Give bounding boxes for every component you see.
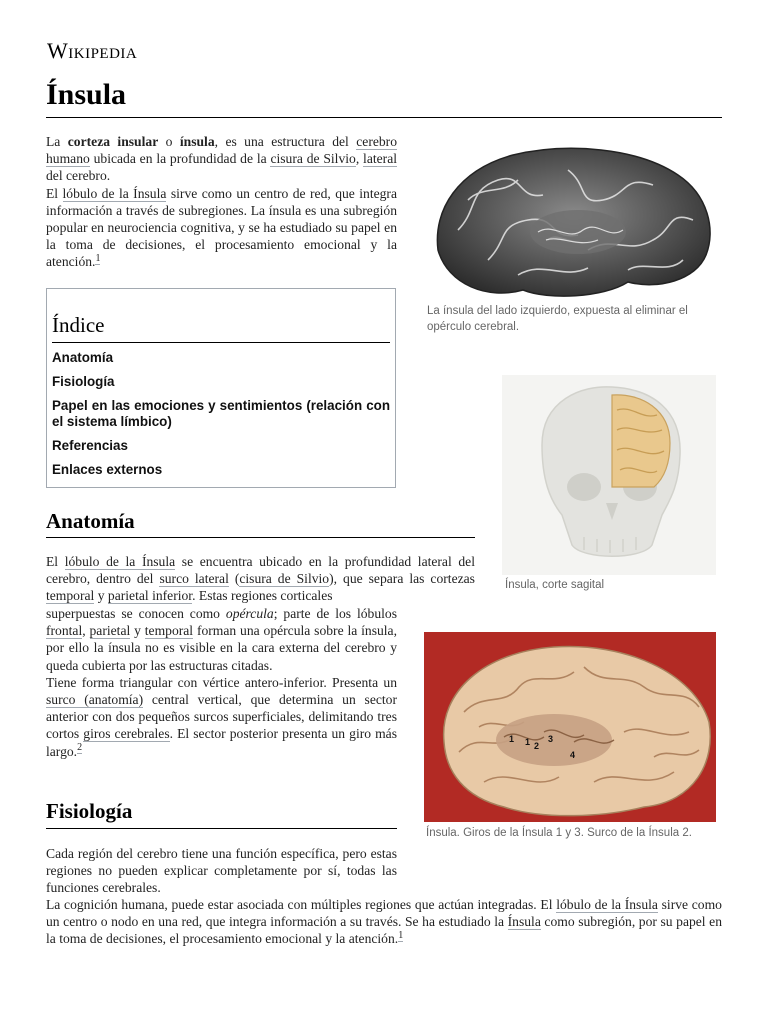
sulcus-label-2: 2 [534,741,540,751]
toc-item-referencias[interactable]: Referencias [52,438,128,453]
citation-ref[interactable]: 2 [77,742,83,754]
inline-link[interactable]: lóbulo de la Ínsula [64,554,176,569]
anatomia-text-wide: El lóbulo de la Ínsula se encuentra ubicado en la profundidad lateral del cerebro, dentro del surco lateral (cisura de Silvio), que separa las cortezas temporal y parietal inferior. Estas regiones corticales [46,554,475,604]
bold-term: corteza insular [67,134,159,149]
inline-link[interactable]: Ínsula [507,914,541,930]
inline-link[interactable]: lateral [363,151,398,167]
italic-term: opércula [225,606,274,621]
fisiologia-text-1: Cada región del cerebro tiene una función específica, pero estas regiones no pueden explicar completamente por sí, todas las funciones cerebrales. [46,846,397,896]
figure-insula-gyri [424,632,716,862]
inline-link[interactable]: lóbulo de la Ínsula [556,897,658,912]
section-heading-anatomia: Anatomía [46,509,135,533]
citation-ref[interactable]: 1 [95,252,101,264]
fisiologia-paragraph-1 [46,845,397,897]
citation-ref[interactable]: 1 [398,929,404,941]
inline-link[interactable]: frontal [46,623,83,639]
inline-link[interactable]: parietal [89,623,131,639]
figure-skull-sagittal [502,375,716,595]
gyrus-label-4: 4 [570,750,576,760]
title-divider [46,117,722,118]
wikipedia-wordmark[interactable]: Wikipedia [47,38,138,63]
anatomia-paragraph-1a [46,553,475,605]
anatomia-paragraph-1b [46,605,397,760]
intro-text [46,133,397,271]
gyrus-label-1b: 1 [525,737,531,747]
figure-brain-insula-caption: La ínsula del lado izquierdo, expuesta al eliminar el opérculo cerebral. [427,305,688,333]
inline-link[interactable]: parietal inferior [107,588,193,604]
inline-link[interactable]: temporal [46,588,95,604]
inline-link[interactable]: cerebro humano [46,134,397,167]
anatomia-divider [46,537,475,538]
inline-link[interactable]: giros cerebrales [83,726,170,742]
insula-gyri-image[interactable] [424,632,716,822]
toc-item-fisiologia[interactable]: Fisiología [52,374,115,389]
intro-paragraph-1: La corteza insular o ínsula, es una estructura del cerebro humano ubicada en la profundidad de la cisura de Silvio, lateral del cerebro. [46,134,398,184]
brain-insula-image[interactable] [428,140,718,300]
inline-link[interactable]: surco lateral [159,571,229,587]
bold-term: ínsula [179,134,215,149]
toc-item-enlaces-externos[interactable]: Enlaces externos [52,462,163,477]
fisiologia-text-2: La cognición humana, puede estar asociada con múltiples regiones que actúan integradas. El lóbulo de la Ínsula sirve como un centro o nodo en una red, que integra información a su través. Se ha estudiado la Ínsula como subregión, por su papel en la toma de decisiones, el procesamiento emocional y la atención.$^1$ [46,897,722,947]
inline-link[interactable]: lóbulo de la Ínsula [62,185,167,201]
skull-sagittal-image[interactable] [502,375,716,575]
gyrus-label-3: 3 [548,734,554,744]
gyrus-label-1: 1 [509,734,515,744]
fisiologia-divider [46,828,397,829]
inline-link[interactable]: temporal [144,623,194,639]
toc-title: Índice [52,313,105,337]
inline-link[interactable]: cisura de Silvio [270,151,356,167]
figure-brain-insula [427,140,718,333]
page-title: Ínsula [46,78,127,111]
fisiologia-paragraph-2 [46,896,722,948]
toc-item-anatomia[interactable]: Anatomía [52,350,114,365]
toc-divider [52,342,390,343]
toc-item-papel-emociones[interactable]: Papel en las emociones y sentimientos (relación con el sistema límbico) [52,398,390,429]
figure-insula-gyri-caption: Ínsula. Giros de la Ínsula 1 y 3. Surco de la Ínsula 2. [426,827,692,839]
anatomia-text-forma: Tiene forma triangular con vértice antero-inferior. Presenta un surco (anatomía) central vertical, que determina un sector anterior con dos pequeños surcos superficiales, delimitando tres cortos giros cerebrales. El sector posterior presenta un giro más largo.$^2$ [46,674,398,759]
section-heading-fisiologia: Fisiología [46,799,133,823]
inline-link[interactable]: surco (anatomía) [46,692,144,708]
inline-link[interactable]: cisura de Silvio [239,571,330,587]
intro-paragraph-2: El lóbulo de la Ínsula sirve como un centro de red, que integra información a través de subregiones. La ínsula es una subregión popular en neurociencia cognitiva, y se ha estudiado su papel en la toma de decisiones, el procesamiento emocional y la atención.$^1$ [46,185,397,270]
figure-skull-sagittal-caption: Ínsula, corte sagital [505,579,605,591]
anatomia-text-narrow: superpuestas se conocen como opércula; parte de los lóbulos frontal, parietal y temporal forman una opércula sobre la ínsula, por ello la ínsula no es visible en la cara externa del cerebro y queda cubierta por las estructuras citadas. [46,606,397,673]
table-of-contents [46,288,396,488]
